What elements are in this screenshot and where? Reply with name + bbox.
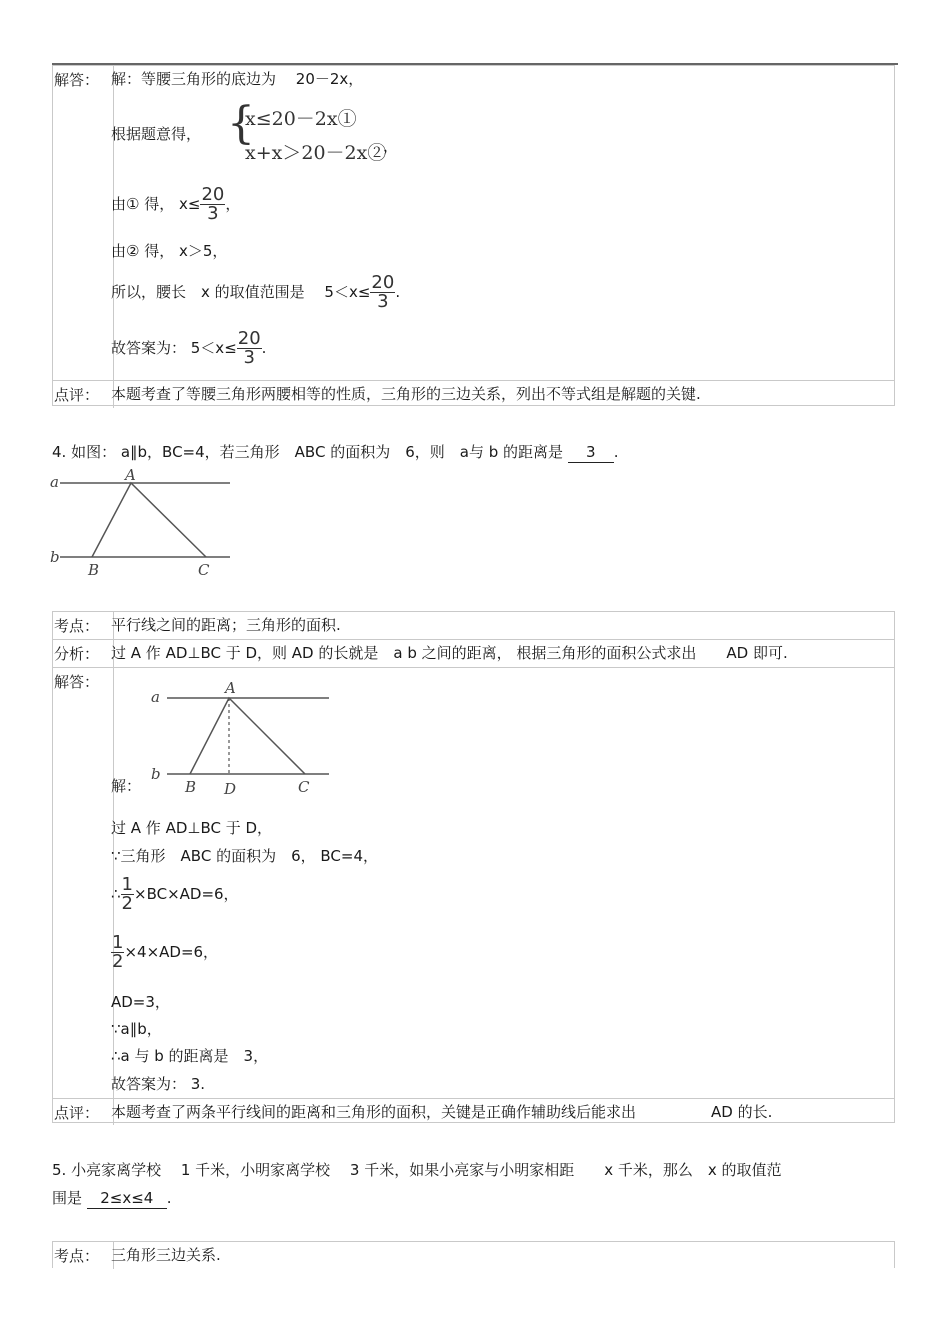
fig-label-A: A bbox=[225, 679, 236, 697]
solution-box-q3 bbox=[52, 65, 895, 406]
frac-den: 2 bbox=[112, 951, 124, 972]
q5-line1: 5. 小亮家离学校 1 千米，小明家离学校 3 千米，如果小亮家与小明家相距 x 千米，那么 x 的取值范 bbox=[52, 1161, 782, 1179]
label-cell bbox=[53, 1242, 114, 1269]
kaodian-row bbox=[53, 612, 894, 639]
q4-l3 bbox=[111, 876, 239, 913]
fraction-20-3 bbox=[370, 274, 395, 311]
fraction-20-3 bbox=[200, 186, 225, 223]
fig-label-D: D bbox=[224, 780, 237, 796]
kaodian-row bbox=[53, 1242, 894, 1269]
q4-jie: 解： bbox=[111, 777, 142, 795]
fig-label-B: B bbox=[88, 561, 100, 579]
solution-box-q4 bbox=[52, 611, 895, 1123]
q4-l2: ∵三角形 ABC 的面积为 6， BC=4， bbox=[111, 847, 378, 865]
q4-kaodian: 平行线之间的距离；三角形的面积. bbox=[111, 616, 341, 634]
q4-question bbox=[52, 442, 619, 463]
label-cell bbox=[53, 1099, 114, 1125]
brace-icon: { bbox=[227, 98, 255, 149]
label-kaodian: 考点： bbox=[54, 617, 100, 635]
label-cell bbox=[53, 668, 114, 1099]
fraction-1-2 bbox=[111, 934, 124, 971]
fig-label-A: A bbox=[125, 466, 136, 484]
s3-line6-post: . bbox=[261, 339, 267, 357]
label-cell bbox=[53, 381, 114, 408]
label-jieda: 解答： bbox=[54, 673, 100, 691]
s3-line2: 根据题意得， bbox=[111, 125, 202, 143]
q4-l4-post: ×4×AD=6， bbox=[124, 943, 219, 961]
label-fenxi: 分析： bbox=[54, 645, 100, 663]
q4-l5: AD=3， bbox=[111, 993, 170, 1011]
q4-answer-blank: 3 bbox=[568, 442, 614, 463]
fig-label-a: a bbox=[151, 688, 160, 706]
frac-num: 20 bbox=[237, 328, 261, 349]
label-cell bbox=[53, 640, 114, 668]
frac-den: 2 bbox=[121, 893, 133, 914]
fig-label-C: C bbox=[198, 561, 210, 579]
q4-fenxi: 过 A 作 AD⊥BC 于 D，则 AD 的长就是 a b 之间的距离， 根据三角形的面积公式求出 AD 即可. bbox=[111, 644, 788, 662]
fig-label-b: b bbox=[151, 765, 161, 783]
comment-row bbox=[53, 380, 894, 408]
frac-den: 3 bbox=[377, 291, 389, 312]
q4-l1: 过 A 作 AD⊥BC 于 D， bbox=[111, 819, 273, 837]
s3-line5 bbox=[111, 274, 400, 311]
s3-line3-post: ， bbox=[225, 195, 241, 213]
frac-num: 20 bbox=[201, 184, 225, 205]
q5-line2 bbox=[52, 1188, 172, 1209]
answer-row bbox=[53, 66, 894, 380]
frac-num: 1 bbox=[112, 932, 124, 953]
comment-row bbox=[53, 1098, 894, 1125]
frac-den: 3 bbox=[207, 203, 219, 224]
q4-l6: ∵a∥b， bbox=[111, 1020, 162, 1038]
q4-comment: 本题考查了两条平行线间的距离和三角形的面积，关键是正确作辅助线后能求出 AD 的长. bbox=[111, 1103, 773, 1121]
frac-num: 1 bbox=[121, 874, 133, 895]
s3-line4: 由② 得， x＞5， bbox=[111, 242, 228, 260]
fraction-20-3 bbox=[237, 330, 262, 367]
q4-l3-post: ×BC×AD=6， bbox=[134, 885, 239, 903]
q5-answer-blank: 2≤x≤4 bbox=[87, 1188, 167, 1209]
frac-den: 3 bbox=[243, 347, 255, 368]
label-cell bbox=[53, 66, 114, 380]
q4-l4 bbox=[111, 934, 218, 971]
s3-eq2: x+x＞20－2x② bbox=[245, 142, 387, 164]
fig-label-C: C bbox=[298, 778, 310, 796]
s3-line5-pre: 所以，腰长 x 的取值范围是 5＜x≤ bbox=[111, 283, 371, 301]
label-dianping: 点评： bbox=[54, 1104, 100, 1122]
q5-line2-pre: 围是 bbox=[52, 1189, 83, 1207]
label-cell bbox=[53, 612, 114, 639]
answer-row bbox=[53, 667, 894, 1099]
q4-l3-pre: ∴ bbox=[111, 885, 121, 903]
triangle-abc bbox=[190, 698, 305, 774]
q5-kaodian: 三角形三边关系. bbox=[111, 1246, 221, 1264]
label-kaodian: 考点： bbox=[54, 1247, 100, 1265]
s3-eq-tail: ， bbox=[383, 137, 399, 155]
q4-solution-figure bbox=[145, 674, 335, 796]
s3-comment: 本题考查了等腰三角形两腰相等的性质，三角形的三边关系，列出不等式组是解题的关键. bbox=[111, 385, 701, 403]
frac-num: 20 bbox=[371, 272, 395, 293]
s3-line3-pre: 由① 得， x≤ bbox=[111, 195, 201, 213]
s3-eq1: x≤20－2x① bbox=[245, 108, 357, 130]
s3-line5-post: . bbox=[395, 283, 401, 301]
label-jieda: 解答： bbox=[54, 71, 100, 89]
q4-figure bbox=[48, 466, 238, 582]
q4-text: 4. 如图： a∥b，BC=4，若三角形 ABC 的面积为 6，则 a与 b 的距离是 bbox=[52, 443, 563, 461]
fig-label-b: b bbox=[50, 548, 60, 566]
s3-line6-pre: 故答案为： 5＜x≤ bbox=[111, 339, 237, 357]
triangle-abc bbox=[92, 483, 206, 557]
s3-line3 bbox=[111, 186, 240, 223]
q4-l8: 故答案为： 3. bbox=[111, 1075, 206, 1093]
q4-l7: ∴a 与 b 的距离是 3， bbox=[111, 1047, 269, 1065]
fenxi-row bbox=[53, 639, 894, 668]
fraction-1-2 bbox=[121, 876, 134, 913]
q5-tail: . bbox=[166, 1189, 172, 1207]
s3-line1: 解：等腰三角形的底边为 20－2x， bbox=[111, 70, 364, 88]
label-dianping: 点评： bbox=[54, 386, 100, 404]
fig-label-B: B bbox=[185, 778, 197, 796]
fig-label-a: a bbox=[50, 473, 59, 491]
q4-tail: . bbox=[613, 443, 619, 461]
solution-box-q5 bbox=[52, 1241, 895, 1268]
s3-line6 bbox=[111, 330, 266, 367]
